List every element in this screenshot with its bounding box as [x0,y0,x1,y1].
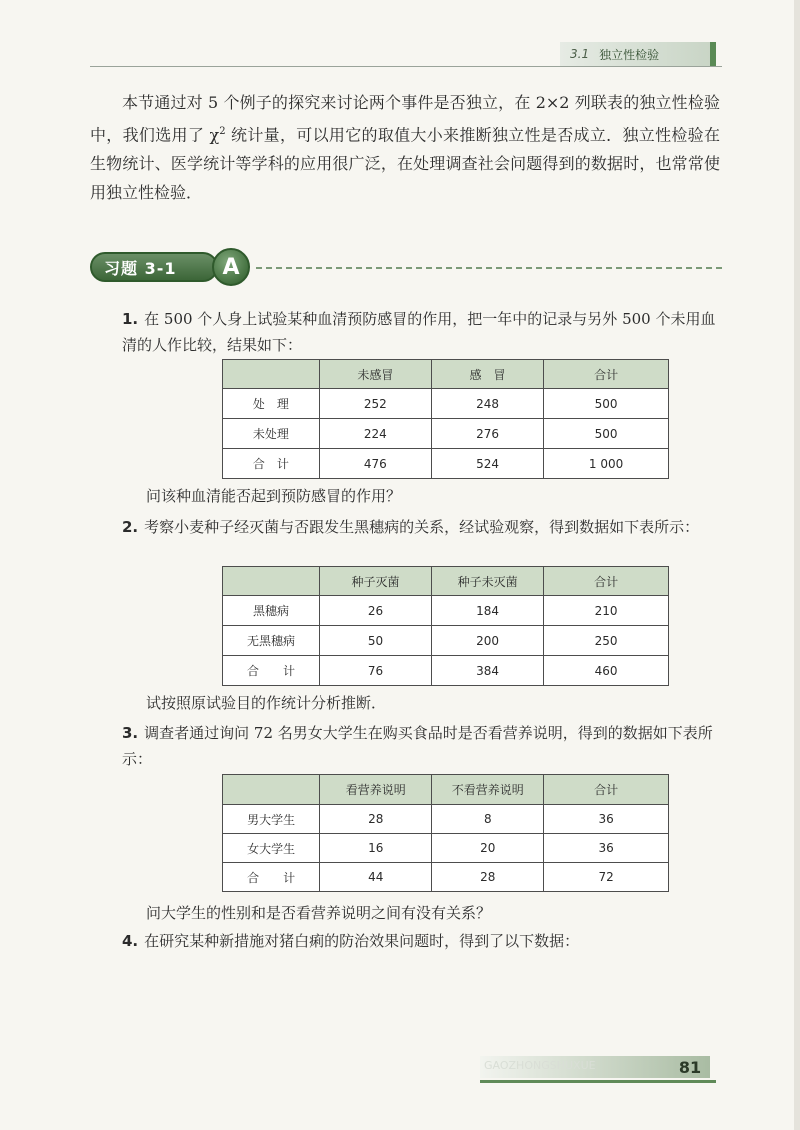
section-title: 独立性检验 [599,47,660,62]
table-header-cell: 看营养说明 [320,775,432,805]
problem-number: 4. [122,932,139,950]
table-cell: 76 [320,656,432,686]
table-header-row [223,567,669,596]
page-edge [794,0,800,1130]
problem-text: 调查者通过询问 72 名男女大学生在购买食品时是否看营养说明，得到的数据如下表所示： [122,724,713,768]
table-cell: 20 [432,834,544,863]
table-row [223,863,669,892]
section-header-tab [560,42,716,66]
table-cell: 500 [544,419,669,449]
table-row [223,656,669,686]
problem-2-follow-up: 试按照原试验目的作统计分析推断． [146,694,387,712]
table-row [223,389,669,419]
table-cell: 476 [319,449,431,479]
exercise-label: 习题 3-1 [90,252,218,282]
table-header-cell: 合计 [544,567,669,596]
table-cell: 合 计 [223,449,320,479]
problem-1-follow-up: 问该种血清能否起到预防感冒的作用？ [146,487,402,505]
section-number: 3.1 [570,47,590,61]
table-header-cell: 未感冒 [319,360,431,389]
table-cell: 184 [432,596,544,626]
problem-text: 考察小麦种子经灭菌与否跟发生黑穗病的关系，经试验观察，得到数据如下表所示： [144,518,700,536]
table-header-row [223,775,669,805]
table-cell: 200 [432,626,544,656]
table-cell: 黑穗病 [223,596,320,626]
table-cell: 女大学生 [223,834,320,863]
table-cell: 无黑穗病 [223,626,320,656]
table-row [223,626,669,656]
problem-2 [122,514,720,540]
table-nutrition-label [222,774,669,892]
table-cell: 处 理 [223,389,320,419]
table-row [223,805,669,834]
table-row [223,449,669,479]
problem-text: 在研究某种新措施对猪白痢的防治效果问题时，得到了以下数据： [144,932,580,950]
table-cell: 16 [320,834,432,863]
table-wheat-smut [222,566,669,686]
table-cell: 252 [319,389,431,419]
table-cell: 276 [431,419,543,449]
table-cell: 28 [320,805,432,834]
problem-3-follow-up: 问大学生的性别和是否看营养说明之间有没有关系？ [146,904,492,922]
table-cell: 合 计 [223,656,320,686]
intro-paragraph [90,88,720,207]
problem-1 [122,306,720,358]
chi-square-superscript: 2 [219,126,226,137]
table-cell: 500 [544,389,669,419]
table-header-cell: 合计 [544,775,669,805]
table-cell: 8 [432,805,544,834]
table-cell: 250 [544,626,669,656]
exercise-banner [90,248,722,286]
problem-number: 3. [122,724,139,742]
page-number: 81 [678,1057,702,1077]
problem-number: 1. [122,310,139,328]
table-header-cell [223,360,320,389]
table-header-cell: 种子未灭菌 [432,567,544,596]
table-row [223,419,669,449]
table-cell: 460 [544,656,669,686]
footer-brand: GAOZHONGSHUXUE [484,1059,596,1072]
table-cell: 36 [544,805,669,834]
problem-4 [122,928,720,954]
table-header-cell [223,775,320,805]
problem-number: 2. [122,518,139,536]
table-row [223,834,669,863]
table-cell: 384 [432,656,544,686]
table-header-row [223,360,669,389]
table-cell: 26 [320,596,432,626]
intro-text-part1: 本节通过对 5 个例子的探究来讨论两个事件是否独立，在 2×2 列联表的独立性检验中，我们选用了 χ [90,93,720,145]
table-cell: 28 [432,863,544,892]
table-header-cell: 不看营养说明 [432,775,544,805]
table-cell: 524 [431,449,543,479]
table-cell: 男大学生 [223,805,320,834]
table-header-cell: 感 冒 [431,360,543,389]
problem-text: 在 500 个人身上试验某种血清预防感冒的作用，把一年中的记录与另外 500 个未用血清的人作比较，结果如下： [122,310,716,354]
table-serum-cold [222,359,669,479]
footer-rule [480,1080,716,1083]
table-cell: 36 [544,834,669,863]
table-header-cell: 合计 [544,360,669,389]
table-row [223,596,669,626]
table-cell: 248 [431,389,543,419]
table-cell: 合 计 [223,863,320,892]
table-header-cell: 种子灭菌 [320,567,432,596]
table-cell: 44 [320,863,432,892]
problem-3 [122,720,720,772]
header-rule [90,66,722,67]
table-cell: 1 000 [544,449,669,479]
intro-text-part2: 统计量，可以用它的取值大小来推断独立性是否成立．独立性检验在生物统计、医学统计等学科的应用很广泛，在处理调查社会问题得到的数据时，也常常使用独立性检验． [90,125,720,203]
table-cell: 72 [544,863,669,892]
table-cell: 224 [319,419,431,449]
table-cell: 210 [544,596,669,626]
banner-dashed-line [256,267,722,269]
table-cell: 未处理 [223,419,320,449]
table-header-cell [223,567,320,596]
exercise-level-badge: A [212,248,250,286]
table-cell: 50 [320,626,432,656]
